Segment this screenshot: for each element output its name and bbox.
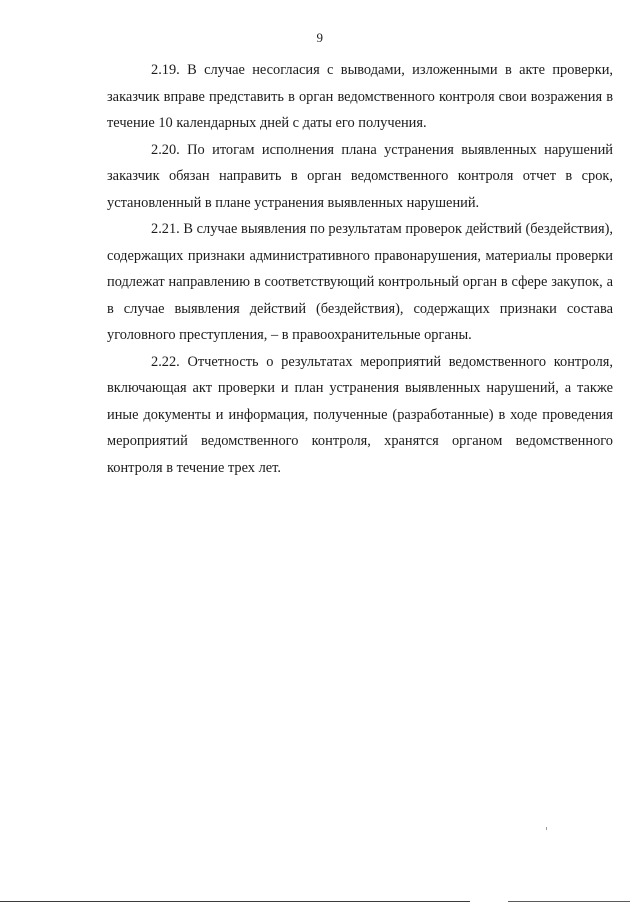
paragraph-2-22: 2.22. Отчетность о результатах мероприятий ведомственного контроля, включающая акт проверки и план устранения выявленных нарушений, а также иные документы и информация, полученные (разработанные) в ходе проведения мероприятий ведомственного контроля, хранятся органом ведомственного контроля в течение трех лет. — [107, 353, 613, 476]
scan-edge-line-right — [508, 901, 630, 902]
scan-speck — [546, 827, 547, 830]
paragraph-2-20: 2.20. По итогам исполнения плана устранения выявленных нарушений заказчик обязан направить в орган ведомственного контроля отчет в срок, установленный в плане устранения выявленных нарушений. — [107, 141, 613, 211]
scan-edge-line-left — [0, 901, 470, 902]
document-body — [107, 57, 613, 481]
page-number: 9 — [316, 30, 324, 45]
paragraph-2-21: 2.21. В случае выявления по результатам проверок действий (бездействия), содержащих признаки административного правонарушения, материалы проверки подлежат направлению в соответствующий контрольный орган в сфере закупок, а в случае выявления действий (бездействия), содержащих признаки состава уголовного преступления, – в правоохранительные органы. — [107, 221, 613, 343]
paragraph-2-19: 2.19. В случае несогласия с выводами, изложенными в акте проверки, заказчик вправе представить в орган ведомственного контроля свои возражения в течение 10 календарных дней с даты его получения. — [107, 62, 613, 131]
